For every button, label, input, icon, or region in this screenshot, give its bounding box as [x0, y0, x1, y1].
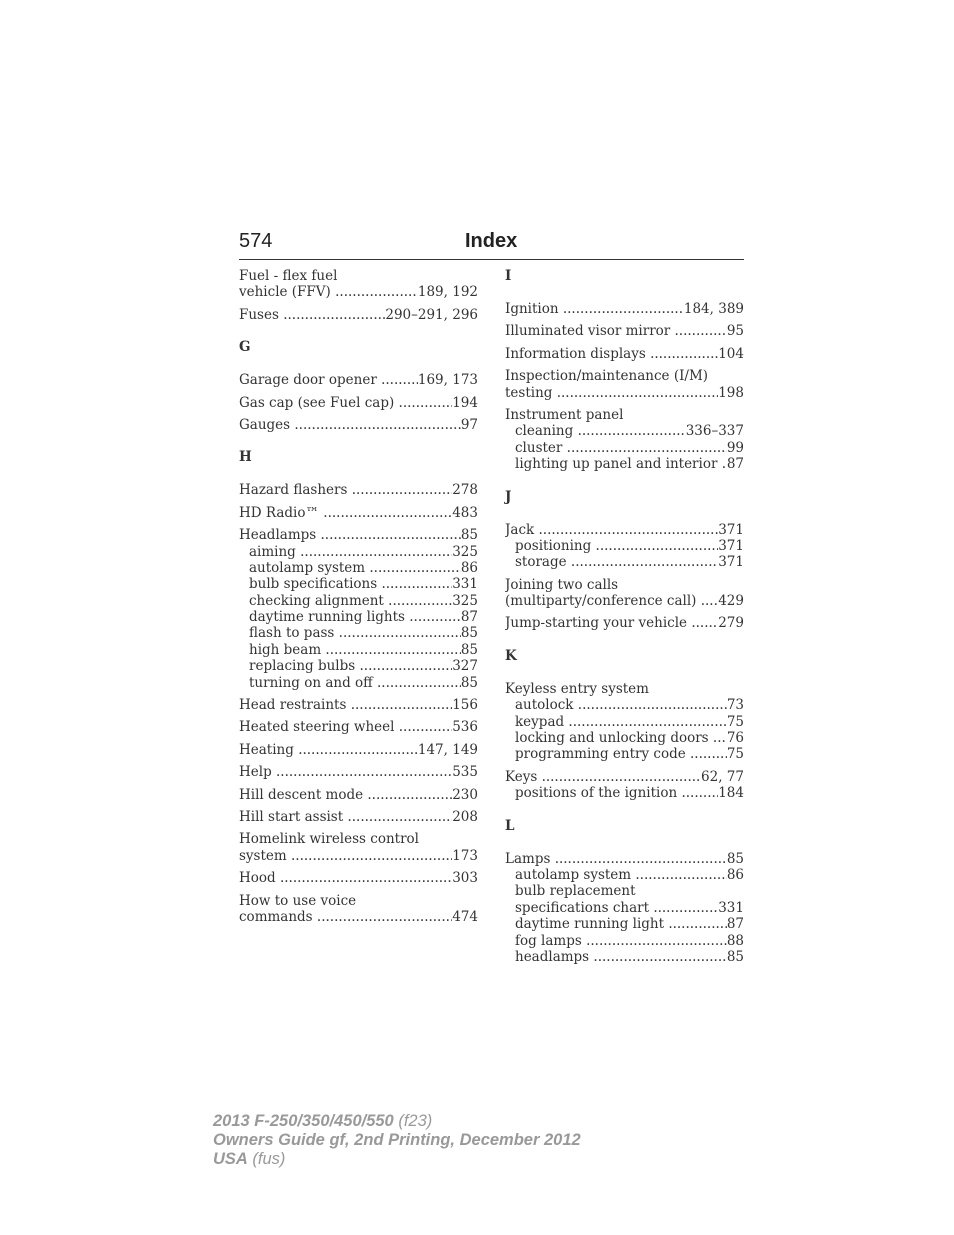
- dot-leader: [668, 916, 727, 932]
- dot-leader: [675, 323, 727, 339]
- index-entry-line: [505, 851, 744, 867]
- index-term: daytime running light: [515, 916, 669, 933]
- index-entry: [239, 764, 478, 780]
- index-subentry: [239, 675, 478, 691]
- index-term: Heating: [239, 741, 299, 758]
- index-term: system: [239, 847, 291, 864]
- footer-region: USA: [213, 1150, 248, 1168]
- index-term: turning on and off: [249, 674, 378, 691]
- index-entry: [239, 417, 478, 433]
- index-term: Keyless entry system: [505, 680, 649, 697]
- dot-leader: [294, 417, 460, 433]
- footer-line-model: [213, 1112, 581, 1131]
- index-subentry: [239, 642, 478, 658]
- index-term: Joining two calls: [505, 576, 619, 593]
- index-term: Lamps: [505, 850, 555, 867]
- dot-leader: [339, 625, 461, 641]
- index-entry: [239, 787, 478, 803]
- index-subentry: [239, 609, 478, 625]
- index-entry-line: [239, 870, 478, 886]
- index-entry-line: [239, 505, 478, 521]
- page-reference: 189, 192: [417, 284, 478, 301]
- index-column-left: [239, 268, 478, 931]
- page-reference: 194: [452, 394, 478, 411]
- page-reference: 325: [452, 543, 478, 560]
- index-entry-line: [505, 522, 744, 538]
- dot-leader: [701, 593, 719, 609]
- index-letter-heading: G: [239, 339, 251, 356]
- page-reference: 62, 77: [701, 768, 744, 785]
- index-term: Fuses: [239, 306, 284, 323]
- page-reference: 85: [726, 850, 744, 867]
- page-reference: 184: [718, 785, 744, 802]
- page-reference: 86: [460, 559, 478, 576]
- page-reference: 371: [718, 537, 744, 554]
- index-term: cleaning: [515, 423, 578, 440]
- dot-leader: [291, 848, 452, 864]
- dot-leader: [388, 593, 452, 609]
- index-term: aiming: [249, 543, 301, 560]
- page-reference: 230: [452, 786, 478, 803]
- index-term: Homelink wireless control: [239, 831, 419, 848]
- index-subentry: [505, 730, 744, 746]
- dot-leader: [635, 867, 726, 883]
- index-subentry: [505, 883, 744, 899]
- index-term: Fuel - flex fuel: [239, 268, 338, 284]
- index-term: Ignition: [505, 301, 563, 317]
- dot-leader: [690, 746, 727, 762]
- index-subentry: [239, 625, 478, 641]
- page-reference: 88: [726, 932, 744, 949]
- dot-leader: [409, 609, 461, 625]
- index-entry-line: [239, 742, 478, 758]
- index-term: positioning: [515, 537, 596, 554]
- page-reference: 85: [460, 674, 478, 691]
- page-reference: 104: [718, 345, 744, 362]
- index-term: Help: [239, 764, 277, 781]
- page-reference: 75: [726, 746, 744, 763]
- index-term: fog lamps: [515, 932, 587, 949]
- index-term: Gauges: [239, 416, 295, 433]
- index-entry: [239, 395, 478, 411]
- index-entry-line: [505, 346, 744, 362]
- index-entry-line: [239, 372, 478, 388]
- index-subentry: [505, 867, 744, 883]
- index-term: Heated steering wheel: [239, 719, 399, 736]
- index-entry-line: [239, 268, 478, 284]
- index-term: flash to pass: [249, 625, 339, 642]
- dot-leader: [555, 851, 727, 867]
- index-entry-line: [239, 848, 478, 864]
- index-entry: [505, 769, 744, 802]
- page-reference: 208: [452, 808, 478, 825]
- index-subentry: [505, 697, 744, 713]
- dot-leader: [323, 505, 452, 521]
- dot-leader: [335, 284, 418, 300]
- dot-leader: [381, 372, 418, 388]
- footer-model: 2013 F-250/350/450/550: [213, 1112, 394, 1130]
- index-entry: [239, 697, 478, 713]
- footer-model-code: (f23): [393, 1112, 433, 1130]
- page-reference: 336–337: [685, 423, 744, 440]
- index-entry-line: [505, 323, 744, 339]
- index-term: Gas cap (see Fuel cap): [239, 394, 399, 411]
- index-entry: [505, 407, 744, 473]
- dot-leader: [713, 730, 727, 746]
- index-subentry: [505, 554, 744, 570]
- index-subentry: [505, 900, 744, 916]
- index-term: HD Radio™: [239, 504, 324, 521]
- index-subentry: [505, 423, 744, 439]
- dot-leader: [681, 785, 718, 801]
- page-reference: 85: [460, 527, 478, 544]
- footer-region-code: (fus): [247, 1150, 286, 1168]
- index-term: (multiparty/conference call): [505, 593, 701, 610]
- page-reference: 371: [718, 521, 744, 538]
- index-entry-line: [505, 407, 744, 423]
- index-entry-line: [239, 787, 478, 803]
- dot-leader: [280, 870, 452, 886]
- index-term: programming entry code: [515, 746, 691, 763]
- index-term: Jump-starting your vehicle: [505, 615, 692, 632]
- index-entry-line: [239, 697, 478, 713]
- index-entry-line: [505, 615, 744, 631]
- page-reference: 536: [452, 719, 478, 736]
- index-subentry: [505, 538, 744, 554]
- index-entry-line: [239, 893, 478, 909]
- dot-leader: [283, 307, 385, 323]
- dot-leader: [578, 697, 727, 713]
- index-term: storage: [515, 554, 571, 571]
- page-reference: 75: [726, 713, 744, 730]
- index-term: bulb specifications: [249, 576, 382, 593]
- dot-leader: [567, 440, 727, 456]
- index-entry: [505, 851, 744, 966]
- page-reference: 290–291, 296: [385, 306, 478, 323]
- index-subentry: [505, 933, 744, 949]
- page-reference: 85: [460, 625, 478, 642]
- index-entry: [239, 893, 478, 926]
- page-header: [239, 229, 744, 260]
- index-entry-line: [505, 368, 744, 384]
- dot-leader: [568, 714, 726, 730]
- index-term: Instrument panel: [505, 406, 624, 423]
- dot-leader: [367, 787, 452, 803]
- dot-leader: [298, 742, 418, 758]
- index-term: Keys: [505, 768, 542, 785]
- page-reference: 327: [452, 658, 478, 675]
- page-reference: 147, 149: [417, 741, 478, 758]
- index-subentry: [239, 560, 478, 576]
- page-reference: 429: [718, 593, 744, 610]
- index-letter-heading: L: [505, 817, 515, 834]
- index-term: keypad: [515, 713, 569, 730]
- index-entry-line: [239, 284, 478, 300]
- index-entry: [239, 268, 478, 301]
- index-subentry: [505, 916, 744, 932]
- index-term: autolamp system: [515, 866, 636, 883]
- dot-leader: [557, 385, 719, 401]
- index-entry-line: [239, 482, 478, 498]
- index-entry: [239, 505, 478, 521]
- index-term: commands: [239, 908, 317, 925]
- page-reference: 483: [452, 504, 478, 521]
- page-reference: 87: [726, 456, 744, 473]
- index-letter-heading: I: [505, 268, 512, 284]
- page-reference: 279: [718, 615, 744, 632]
- index-entry-line: [239, 719, 478, 735]
- document-footer: [213, 1112, 581, 1169]
- index-entry-line: [505, 681, 744, 697]
- page-title: Index: [465, 230, 518, 252]
- index-entry: [239, 719, 478, 735]
- index-term: Headlamps: [239, 527, 321, 544]
- footer-line-region: [213, 1150, 581, 1169]
- dot-leader: [359, 658, 452, 674]
- index-subentry: [505, 949, 744, 965]
- index-term: specifications chart: [515, 899, 654, 916]
- index-entry: [505, 681, 744, 763]
- dot-leader: [276, 764, 452, 780]
- index-letter-heading: K: [505, 647, 517, 664]
- index-subentry: [505, 714, 744, 730]
- index-entry: [239, 831, 478, 864]
- index-entry: [239, 870, 478, 886]
- index-entry-line: [505, 769, 744, 785]
- index-entry-line: [505, 577, 744, 593]
- page-reference: 99: [726, 439, 744, 456]
- index-term: high beam: [249, 641, 326, 658]
- index-term: Head restraints: [239, 697, 351, 714]
- page-reference: 169, 173: [417, 372, 478, 389]
- dot-leader: [596, 538, 719, 554]
- dot-leader: [691, 615, 718, 631]
- index-letter-heading: H: [239, 449, 252, 466]
- dot-leader: [317, 909, 452, 925]
- index-entry-line: [239, 417, 478, 433]
- dot-leader: [377, 675, 461, 691]
- page-reference: 331: [718, 899, 744, 916]
- index-subentry: [239, 658, 478, 674]
- page-reference: 73: [726, 697, 744, 714]
- footer-line-edition: Owners Guide gf, 2nd Printing, December 2012: [213, 1131, 581, 1149]
- index-entry: [505, 301, 744, 317]
- index-entry: [239, 307, 478, 323]
- index-term: autolock: [515, 697, 578, 714]
- index-entry: [239, 372, 478, 388]
- dot-leader: [399, 395, 453, 411]
- index-entry-line: [239, 307, 478, 323]
- index-entry: [239, 809, 478, 825]
- index-entry: [239, 527, 478, 691]
- page-reference: 198: [718, 384, 744, 401]
- dot-leader: [381, 576, 452, 592]
- index-entry: [505, 577, 744, 610]
- dot-leader: [542, 769, 701, 785]
- index-entry-line: [505, 301, 744, 317]
- index-entry: [505, 522, 744, 571]
- dot-leader: [399, 719, 452, 735]
- index-entry: [505, 615, 744, 631]
- index-term: vehicle (FFV): [239, 284, 336, 301]
- page-reference: 303: [452, 870, 478, 887]
- page-reference: 184, 389: [683, 301, 744, 317]
- index-entry: [505, 323, 744, 339]
- index-term: Hill descent mode: [239, 786, 368, 803]
- index-entry: [505, 346, 744, 362]
- page-reference: 173: [452, 847, 478, 864]
- index-term: positions of the ignition: [515, 785, 682, 802]
- page-reference: 371: [718, 554, 744, 571]
- index-entry-line: [239, 527, 478, 543]
- index-term: testing: [505, 384, 557, 401]
- index-term: daytime running lights: [249, 609, 410, 626]
- index-subentry: [505, 746, 744, 762]
- page-reference: 76: [726, 730, 744, 747]
- dot-leader: [563, 301, 684, 317]
- index-entry-line: [239, 909, 478, 925]
- dot-leader: [593, 949, 726, 965]
- dot-leader: [650, 346, 718, 362]
- index-subentry: [239, 593, 478, 609]
- index-term: locking and unlocking doors: [515, 730, 713, 747]
- page-reference: 86: [726, 866, 744, 883]
- dot-leader: [653, 900, 718, 916]
- index-entry: [239, 742, 478, 758]
- dot-leader: [539, 522, 719, 538]
- index-subentry: [239, 576, 478, 592]
- index-term: cluster: [515, 439, 567, 456]
- index-entry-line: [239, 395, 478, 411]
- index-term: How to use voice: [239, 892, 357, 909]
- dot-leader: [586, 933, 727, 949]
- dot-leader: [351, 697, 453, 713]
- index-term: Jack: [505, 521, 539, 538]
- index-term: Hazard flashers: [239, 482, 352, 499]
- index-entry: [239, 482, 478, 498]
- page-reference: 331: [452, 576, 478, 593]
- index-entry-line: [239, 831, 478, 847]
- page-reference: 95: [726, 323, 744, 340]
- index-term: Hill start assist: [239, 808, 348, 825]
- page-reference: 474: [452, 908, 478, 925]
- dot-leader: [320, 527, 460, 543]
- dot-leader: [352, 482, 453, 498]
- index-term: bulb replacement: [515, 883, 636, 900]
- index-entry-line: [505, 593, 744, 609]
- dot-leader: [300, 544, 452, 560]
- index-entry-line: [239, 764, 478, 780]
- index-entry-line: [239, 809, 478, 825]
- index-subentry: [505, 440, 744, 456]
- index-term: checking alignment: [249, 592, 389, 609]
- page-reference: 85: [460, 641, 478, 658]
- index-term: headlamps: [515, 948, 594, 965]
- index-term: Inspection/maintenance (I/M): [505, 368, 709, 385]
- dot-leader: [325, 642, 460, 658]
- page-reference: 87: [460, 609, 478, 626]
- index-column-right: [505, 268, 744, 971]
- index-subentry: [505, 785, 744, 801]
- page-reference: 97: [460, 416, 478, 433]
- page-reference: 325: [452, 592, 478, 609]
- page-reference: 85: [726, 948, 744, 965]
- dot-leader: [571, 554, 718, 570]
- index-subentry: [239, 544, 478, 560]
- page-reference: 87: [726, 916, 744, 933]
- index-term: autolamp system: [249, 559, 370, 576]
- index-term: Information displays: [505, 345, 651, 362]
- index-term: replacing bulbs: [249, 658, 360, 675]
- page-reference: 156: [452, 697, 478, 714]
- page-reference: 535: [452, 764, 478, 781]
- index-subentry: [505, 456, 744, 472]
- page-reference: 278: [452, 482, 478, 499]
- dot-leader: [347, 809, 452, 825]
- dot-leader: [369, 560, 460, 576]
- index-entry-line: [505, 385, 744, 401]
- index-term: Illuminated visor mirror: [505, 323, 675, 340]
- dot-leader: [578, 423, 686, 439]
- page-number: 574: [239, 230, 273, 252]
- index-entry: [505, 368, 744, 401]
- index-term: Hood: [239, 870, 280, 887]
- index-letter-heading: J: [505, 488, 512, 505]
- index-term: lighting up panel and interior: [515, 456, 722, 473]
- index-term: Garage door opener: [239, 372, 382, 389]
